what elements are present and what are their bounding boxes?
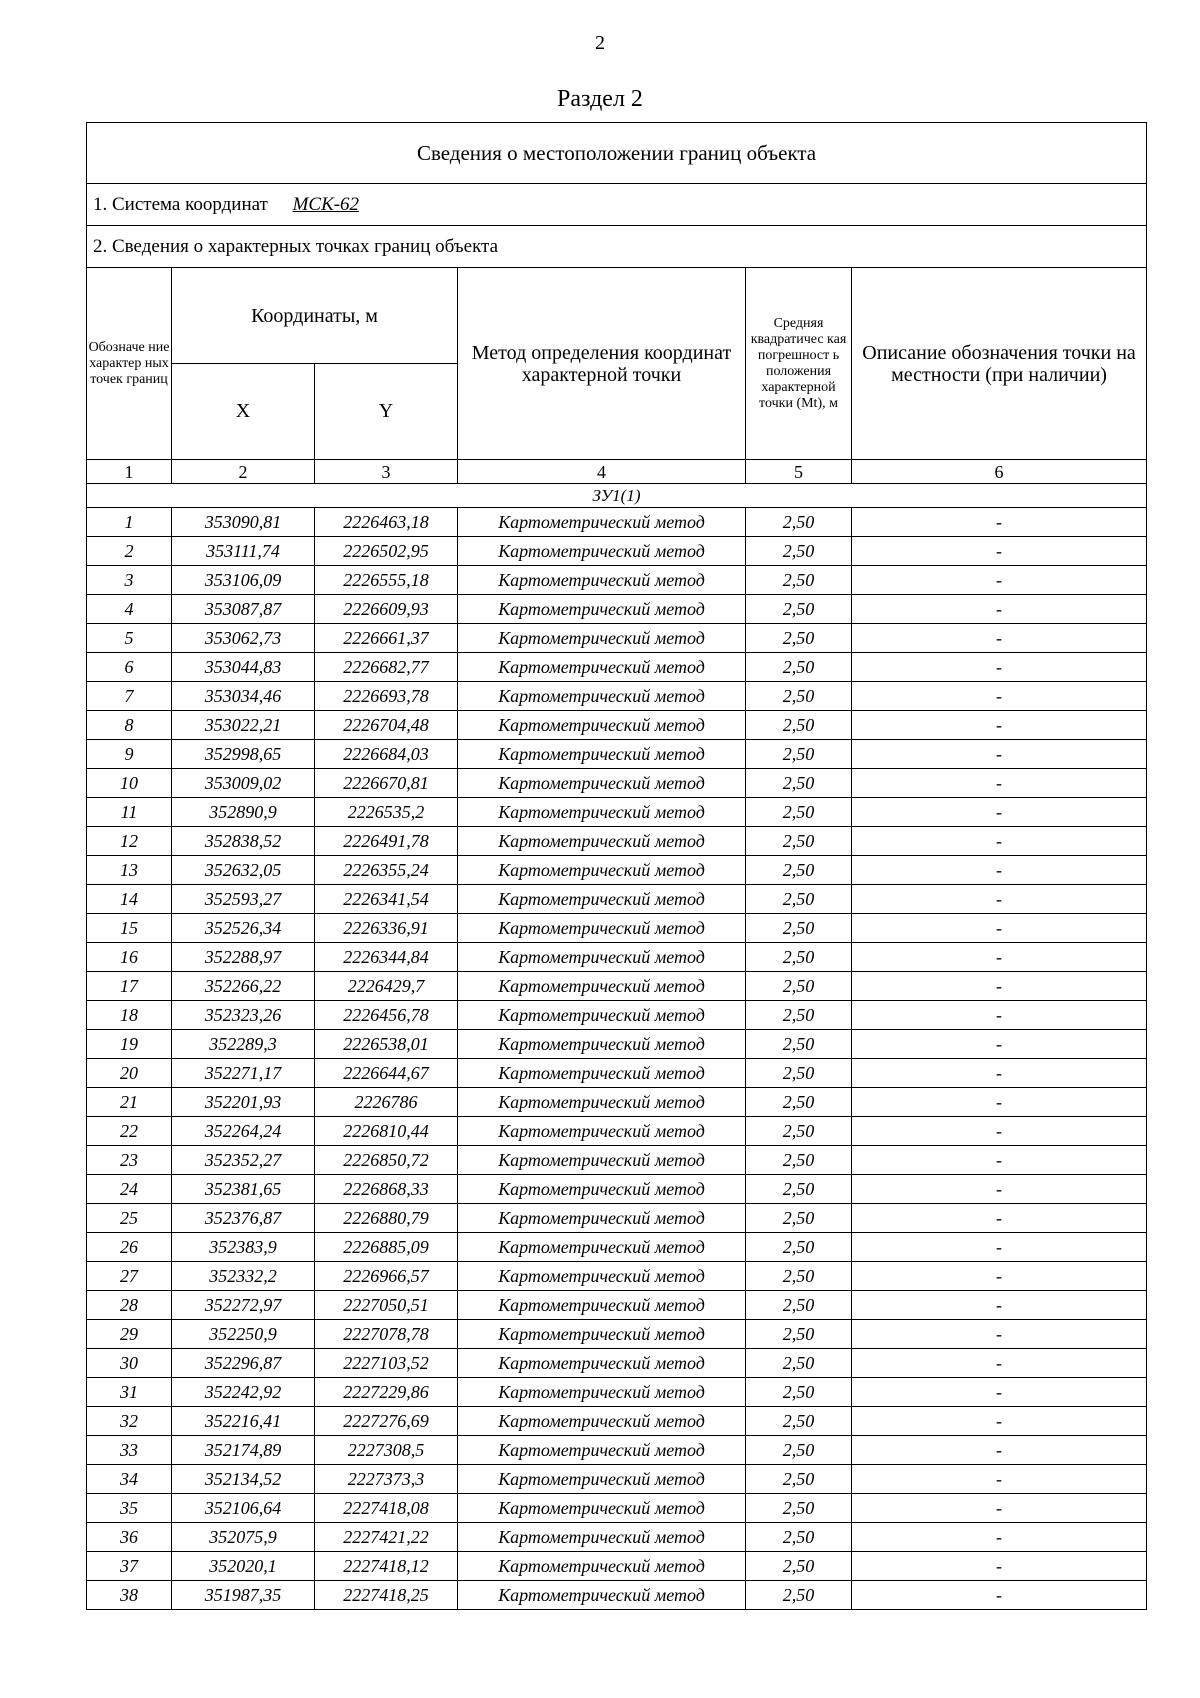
point-number: 22 [87,1117,172,1146]
coord-y: 2226661,37 [315,624,458,653]
coord-x: 352323,26 [172,1001,315,1030]
accuracy: 2,50 [746,1233,852,1262]
coord-x: 352288,97 [172,943,315,972]
table-row [87,1030,1147,1059]
point-number: 2 [87,537,172,566]
point-number: 24 [87,1175,172,1204]
zone-label: ЗУ1(1) [87,484,1147,508]
accuracy: 2,50 [746,1465,852,1494]
point-number: 23 [87,1146,172,1175]
header-description: Описание обозначения точки на местности (при наличии) [852,268,1147,460]
coord-x: 352106,64 [172,1494,315,1523]
accuracy: 2,50 [746,1030,852,1059]
coord-x: 352332,2 [172,1262,315,1291]
coord-y: 2227418,12 [315,1552,458,1581]
description: - [852,1030,1147,1059]
point-number: 36 [87,1523,172,1552]
method: Картометрический метод [458,769,746,798]
point-number: 31 [87,1378,172,1407]
method: Картометрический метод [458,1088,746,1117]
header-point-id: Обозначе ние характер ных точек границ [87,268,172,460]
coord-y: 2226704,48 [315,711,458,740]
coord-y: 2226555,18 [315,566,458,595]
description: - [852,711,1147,740]
point-number: 15 [87,914,172,943]
coord-x: 352593,27 [172,885,315,914]
description: - [852,508,1147,537]
description: - [852,537,1147,566]
section-title: Раздел 2 [557,86,643,112]
column-numbers-row [87,460,1147,484]
accuracy: 2,50 [746,1146,852,1175]
table-row [87,856,1147,885]
coord-x: 352134,52 [172,1465,315,1494]
header-accuracy: Средняя квадратичес кая погрешност ь положения характерной точки (Mt), м [746,268,852,460]
point-number: 27 [87,1262,172,1291]
coord-y: 2226885,09 [315,1233,458,1262]
table-row [87,653,1147,682]
coord-x: 352266,22 [172,972,315,1001]
description: - [852,1407,1147,1436]
accuracy: 2,50 [746,537,852,566]
description: - [852,1204,1147,1233]
coord-y: 2226868,33 [315,1175,458,1204]
description: - [852,827,1147,856]
method: Картометрический метод [458,1262,746,1291]
point-number: 28 [87,1291,172,1320]
accuracy: 2,50 [746,798,852,827]
coord-y: 2226341,54 [315,885,458,914]
coord-x: 352201,93 [172,1088,315,1117]
coord-y: 2226344,84 [315,943,458,972]
column-number: 1 [87,460,172,484]
coord-x: 352526,34 [172,914,315,943]
coord-y: 2226786 [315,1088,458,1117]
crs-label: 1. Система координат [93,193,268,215]
method: Картометрический метод [458,711,746,740]
accuracy: 2,50 [746,914,852,943]
method: Картометрический метод [458,856,746,885]
description: - [852,1378,1147,1407]
description: - [852,624,1147,653]
description: - [852,1349,1147,1378]
description: - [852,885,1147,914]
column-number: 6 [852,460,1147,484]
description: - [852,943,1147,972]
coord-y: 2226670,81 [315,769,458,798]
point-number: 17 [87,972,172,1001]
point-number: 29 [87,1320,172,1349]
accuracy: 2,50 [746,682,852,711]
description: - [852,769,1147,798]
page-number: 2 [595,32,605,54]
coord-y: 2226336,91 [315,914,458,943]
coord-y: 2226538,01 [315,1030,458,1059]
method: Картометрический метод [458,1146,746,1175]
table-row [87,1465,1147,1494]
method: Картометрический метод [458,1523,746,1552]
table-row [87,972,1147,1001]
accuracy: 2,50 [746,943,852,972]
accuracy: 2,50 [746,653,852,682]
point-number: 25 [87,1204,172,1233]
table-banner: Сведения о местоположении границ объекта [87,123,1147,184]
description: - [852,1059,1147,1088]
coord-x: 351987,35 [172,1581,315,1610]
description: - [852,1465,1147,1494]
table-row [87,1407,1147,1436]
method: Картометрический метод [458,566,746,595]
coord-y: 2226535,2 [315,798,458,827]
accuracy: 2,50 [746,1581,852,1610]
table-row [87,1552,1147,1581]
column-number: 4 [458,460,746,484]
method: Картометрический метод [458,1175,746,1204]
point-number: 18 [87,1001,172,1030]
table-row [87,885,1147,914]
point-number: 13 [87,856,172,885]
table-row [87,1436,1147,1465]
method: Картометрический метод [458,1465,746,1494]
description: - [852,1001,1147,1030]
table-row [87,798,1147,827]
coord-x: 353062,73 [172,624,315,653]
accuracy: 2,50 [746,624,852,653]
coord-x: 352381,65 [172,1175,315,1204]
table-row [87,1581,1147,1610]
coord-y: 2226966,57 [315,1262,458,1291]
description: - [852,1146,1147,1175]
point-number: 33 [87,1436,172,1465]
point-number: 38 [87,1581,172,1610]
point-number: 21 [87,1088,172,1117]
method: Картометрический метод [458,682,746,711]
table-row [87,769,1147,798]
accuracy: 2,50 [746,769,852,798]
column-number: 5 [746,460,852,484]
header-y: Y [315,364,458,460]
coord-y: 2226429,7 [315,972,458,1001]
table-row [87,827,1147,856]
point-number: 34 [87,1465,172,1494]
point-number: 5 [87,624,172,653]
table-row [87,1378,1147,1407]
description: - [852,1436,1147,1465]
coord-x: 353106,09 [172,566,315,595]
coord-y: 2227421,22 [315,1523,458,1552]
description: - [852,1175,1147,1204]
description: - [852,1494,1147,1523]
zone-row [87,484,1147,508]
description: - [852,1581,1147,1610]
description: - [852,1552,1147,1581]
table-row [87,1146,1147,1175]
method: Картометрический метод [458,1581,746,1610]
coord-x: 352376,87 [172,1204,315,1233]
coord-x: 352250,9 [172,1320,315,1349]
accuracy: 2,50 [746,740,852,769]
coord-x: 352632,05 [172,856,315,885]
method: Картометрический метод [458,624,746,653]
description: - [852,798,1147,827]
coord-x: 352242,92 [172,1378,315,1407]
point-number: 1 [87,508,172,537]
coord-x: 352264,24 [172,1117,315,1146]
method: Картометрический метод [458,740,746,769]
coord-y: 2226810,44 [315,1117,458,1146]
coord-x: 353090,81 [172,508,315,537]
header-method: Метод определения координат характерной точки [458,268,746,460]
accuracy: 2,50 [746,1175,852,1204]
table-row [87,537,1147,566]
table-row [87,711,1147,740]
coord-y: 2227373,3 [315,1465,458,1494]
coord-y: 2226682,77 [315,653,458,682]
method: Картометрический метод [458,943,746,972]
description: - [852,1262,1147,1291]
table-row [87,508,1147,537]
point-number: 11 [87,798,172,827]
point-number: 19 [87,1030,172,1059]
coord-x: 352289,3 [172,1030,315,1059]
method: Картометрический метод [458,1204,746,1233]
coord-x: 353022,21 [172,711,315,740]
coord-y: 2227418,25 [315,1581,458,1610]
point-number: 20 [87,1059,172,1088]
point-number: 26 [87,1233,172,1262]
accuracy: 2,50 [746,827,852,856]
method: Картометрический метод [458,1552,746,1581]
table-row [87,1117,1147,1146]
coord-y: 2227078,78 [315,1320,458,1349]
accuracy: 2,50 [746,1349,852,1378]
accuracy: 2,50 [746,566,852,595]
accuracy: 2,50 [746,885,852,914]
accuracy: 2,50 [746,1088,852,1117]
coord-y: 2227050,51 [315,1291,458,1320]
coord-y: 2226850,72 [315,1146,458,1175]
method: Картометрический метод [458,537,746,566]
method: Картометрический метод [458,1349,746,1378]
accuracy: 2,50 [746,1407,852,1436]
coord-x: 352174,89 [172,1436,315,1465]
coord-x: 353044,83 [172,653,315,682]
description: - [852,682,1147,711]
description: - [852,595,1147,624]
accuracy: 2,50 [746,508,852,537]
accuracy: 2,50 [746,1320,852,1349]
coord-y: 2226684,03 [315,740,458,769]
coord-y: 2227103,52 [315,1349,458,1378]
coord-y: 2226880,79 [315,1204,458,1233]
point-number: 32 [87,1407,172,1436]
description: - [852,653,1147,682]
description: - [852,566,1147,595]
accuracy: 2,50 [746,1523,852,1552]
coord-y: 2227418,08 [315,1494,458,1523]
header-coordinates: Координаты, м [172,268,458,364]
method: Картометрический метод [458,798,746,827]
accuracy: 2,50 [746,1262,852,1291]
coord-y: 2226355,24 [315,856,458,885]
coord-y: 2226644,67 [315,1059,458,1088]
method: Картометрический метод [458,914,746,943]
accuracy: 2,50 [746,1378,852,1407]
accuracy: 2,50 [746,856,852,885]
method: Картометрический метод [458,1436,746,1465]
method: Картометрический метод [458,827,746,856]
description: - [852,914,1147,943]
coord-y: 2226502,95 [315,537,458,566]
accuracy: 2,50 [746,711,852,740]
table-row [87,740,1147,769]
method: Картометрический метод [458,1320,746,1349]
coord-x: 352020,1 [172,1552,315,1581]
point-number: 30 [87,1349,172,1378]
description: - [852,1523,1147,1552]
point-number: 7 [87,682,172,711]
coord-x: 353009,02 [172,769,315,798]
table-row [87,566,1147,595]
point-number: 12 [87,827,172,856]
coord-x: 352998,65 [172,740,315,769]
coord-x: 352271,17 [172,1059,315,1088]
method: Картометрический метод [458,508,746,537]
coord-y: 2227276,69 [315,1407,458,1436]
method: Картометрический метод [458,1233,746,1262]
accuracy: 2,50 [746,1204,852,1233]
column-number: 2 [172,460,315,484]
accuracy: 2,50 [746,1552,852,1581]
header-x: X [172,364,315,460]
coord-y: 2227229,86 [315,1378,458,1407]
method: Картометрический метод [458,653,746,682]
point-number: 4 [87,595,172,624]
table-row [87,1233,1147,1262]
point-number: 8 [87,711,172,740]
table-row [87,624,1147,653]
accuracy: 2,50 [746,595,852,624]
accuracy: 2,50 [746,972,852,1001]
table-row [87,1523,1147,1552]
coord-x: 353111,74 [172,537,315,566]
table-row [87,914,1147,943]
table-row [87,1204,1147,1233]
table-row [87,1320,1147,1349]
crs-value: МСК-62 [292,193,360,215]
description: - [852,740,1147,769]
point-number: 3 [87,566,172,595]
coord-y: 2227308,5 [315,1436,458,1465]
accuracy: 2,50 [746,1059,852,1088]
coord-x: 352075,9 [172,1523,315,1552]
table-row [87,1494,1147,1523]
method: Картометрический метод [458,1001,746,1030]
table-row [87,943,1147,972]
coord-x: 352890,9 [172,798,315,827]
accuracy: 2,50 [746,1494,852,1523]
table-row [87,1088,1147,1117]
coord-y: 2226693,78 [315,682,458,711]
point-number: 16 [87,943,172,972]
description: - [852,1320,1147,1349]
method: Картометрический метод [458,1117,746,1146]
description: - [852,1088,1147,1117]
points-heading: 2. Сведения о характерных точках границ объекта [87,226,1147,268]
coord-y: 2226609,93 [315,595,458,624]
coord-x: 352216,41 [172,1407,315,1436]
description: - [852,972,1147,1001]
table-row [87,1059,1147,1088]
method: Картометрический метод [458,1494,746,1523]
accuracy: 2,50 [746,1436,852,1465]
table-row [87,1262,1147,1291]
accuracy: 2,50 [746,1117,852,1146]
boundary-points-table [86,122,1147,1610]
accuracy: 2,50 [746,1001,852,1030]
method: Картометрический метод [458,1291,746,1320]
table-row [87,1175,1147,1204]
point-number: 10 [87,769,172,798]
column-number: 3 [315,460,458,484]
table-row [87,1001,1147,1030]
point-number: 35 [87,1494,172,1523]
method: Картометрический метод [458,885,746,914]
description: - [852,1291,1147,1320]
coordinate-system-line [87,184,1147,226]
point-number: 37 [87,1552,172,1581]
method: Картометрический метод [458,972,746,1001]
accuracy: 2,50 [746,1291,852,1320]
point-number: 6 [87,653,172,682]
method: Картометрический метод [458,595,746,624]
coord-y: 2226463,18 [315,508,458,537]
table-row [87,682,1147,711]
point-number: 9 [87,740,172,769]
method: Картометрический метод [458,1059,746,1088]
table-row [87,1291,1147,1320]
point-number: 14 [87,885,172,914]
coord-x: 352383,9 [172,1233,315,1262]
coord-x: 352272,97 [172,1291,315,1320]
description: - [852,856,1147,885]
coord-y: 2226456,78 [315,1001,458,1030]
table-row [87,1349,1147,1378]
coord-x: 352352,27 [172,1146,315,1175]
method: Картометрический метод [458,1030,746,1059]
coord-x: 353034,46 [172,682,315,711]
method: Картометрический метод [458,1378,746,1407]
coord-x: 353087,87 [172,595,315,624]
coord-x: 352838,52 [172,827,315,856]
method: Картометрический метод [458,1407,746,1436]
description: - [852,1233,1147,1262]
description: - [852,1117,1147,1146]
coord-y: 2226491,78 [315,827,458,856]
coord-x: 352296,87 [172,1349,315,1378]
table-row [87,595,1147,624]
